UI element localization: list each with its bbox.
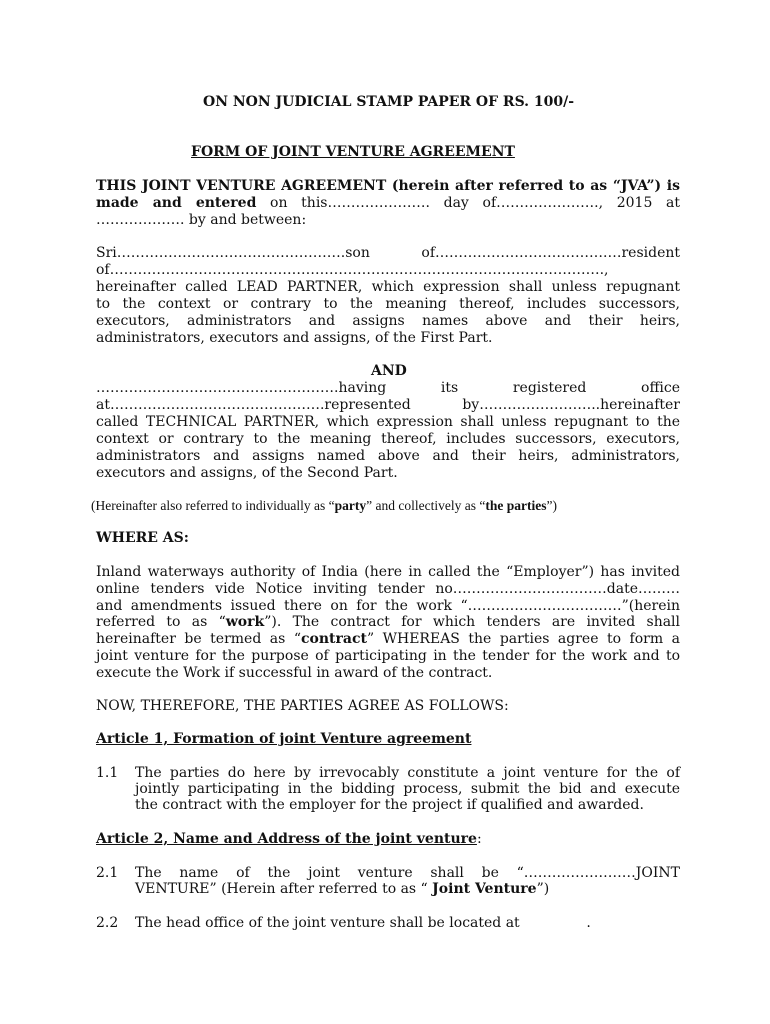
clause-2-1-line-2 bbox=[135, 881, 549, 898]
whereas-line-2: online tenders vide Notice inviting tender no……………………………date……… bbox=[96, 581, 680, 597]
hereinafter-clause bbox=[91, 497, 557, 514]
whereas-line-6: joint venture for the purpose of participating in the tender for the work and to bbox=[96, 648, 680, 664]
form-title: FORM OF JOINT VENTURE AGREEMENT bbox=[191, 144, 515, 160]
technical-partner-line-5: administrators and assigns named above and their heirs, administrators, bbox=[96, 448, 680, 464]
whereas-heading: WHERE AS: bbox=[96, 530, 189, 546]
lead-partner-line-6: administrators, executors and assigns, of the First Part. bbox=[96, 330, 493, 346]
intro-line-1: THIS JOINT VENTURE AGREEMENT (herein after referred to as “JVA”) is bbox=[96, 178, 680, 194]
clause-2-1-line-1: The name of the joint venture shall be “……………………JOINT bbox=[135, 865, 680, 881]
clause-2-2-text: The head office of the joint venture shall be located at . bbox=[135, 915, 591, 931]
term-contract: contract bbox=[301, 631, 367, 647]
intro-date-text: on this…………………. day of…………………., 2015 at bbox=[256, 195, 681, 211]
article-1-heading: Article 1, Formation of joint Venture agreement bbox=[96, 731, 472, 747]
lead-partner-line-3: hereinafter called LEAD PARTNER, which expression shall unless repugnant bbox=[96, 279, 680, 295]
whereas-l4-post: ”). The contract for which tenders are invited shall bbox=[264, 614, 681, 630]
whereas-line-5 bbox=[96, 631, 680, 648]
and-label: AND bbox=[371, 363, 407, 379]
hereinafter-post: ”) bbox=[546, 498, 557, 513]
intro-line-3: ………………. by and between: bbox=[96, 212, 307, 228]
technical-partner-line-1: …………………………………………….having its registered office bbox=[96, 380, 680, 396]
term-the-parties: the parties bbox=[485, 498, 547, 513]
technical-partner-line-4: context or contrary to the meaning thereof, includes successors, executors, bbox=[96, 431, 680, 447]
clause-1-1-line-3: the contract with the employer for the project if qualified and awarded. bbox=[135, 797, 644, 813]
article-2-heading: Article 2, Name and Address of the joint venture bbox=[96, 831, 477, 847]
whereas-line-1: Inland waterways authority of India (here in called the “Employer”) has invited bbox=[96, 564, 680, 580]
clause-2-2-number: 2.2 bbox=[96, 915, 119, 931]
lead-partner-line-2: of……………………………………………………………………………………………., bbox=[96, 262, 609, 278]
lead-partner-line-4: to the context or contrary to the meaning thereof, includes successors, bbox=[96, 296, 680, 312]
whereas-l5-post: ” WHEREAS the parties agree to form a bbox=[366, 631, 680, 647]
technical-partner-line-2: at……………………………………….represented by……………………..hereinafter bbox=[96, 397, 680, 413]
clause-1-1-line-1: The parties do here by irrevocably constitute a joint venture for the of bbox=[135, 765, 680, 781]
lead-partner-line-5: executors, administrators and assigns names above and their heirs, bbox=[96, 313, 680, 329]
whereas-line-7: execute the Work if successful in award of the contract. bbox=[96, 665, 493, 681]
whereas-line-4 bbox=[96, 614, 680, 631]
hereinafter-mid: ” and collectively as “ bbox=[366, 498, 486, 513]
technical-partner-line-6: executors and assigns, of the Second Part. bbox=[96, 465, 398, 481]
article-2-heading-line bbox=[96, 831, 482, 848]
clause-1-1-number: 1.1 bbox=[96, 765, 119, 781]
clause-1-1-line-2: jointly participating in the bidding process, submit the bid and execute bbox=[135, 781, 680, 797]
term-joint-venture: Joint Venture bbox=[432, 881, 537, 897]
whereas-line-3: and amendments issued there on for the work “……………………………”(herein bbox=[96, 598, 680, 614]
intro-made-entered: made and entered bbox=[96, 195, 257, 211]
clause-2-1-l2-pre: VENTURE” (Herein after referred to as “ bbox=[135, 881, 433, 897]
hereinafter-pre: (Hereinafter also referred to individually as “ bbox=[91, 498, 335, 513]
stamp-paper-line: ON NON JUDICIAL STAMP PAPER OF RS. 100/- bbox=[203, 94, 575, 110]
now-therefore-line: NOW, THEREFORE, THE PARTIES AGREE AS FOLLOWS: bbox=[96, 698, 509, 714]
clause-2-1-l2-post: ”) bbox=[536, 881, 550, 897]
technical-partner-line-3: called TECHNICAL PARTNER, which expression shall unless repugnant to the bbox=[96, 414, 680, 430]
clause-2-1-number: 2.1 bbox=[96, 865, 119, 881]
term-work: work bbox=[225, 614, 265, 630]
lead-partner-line-1: Sri………………………………………….son of……………………………….…resident bbox=[96, 245, 680, 261]
article-2-heading-colon: : bbox=[476, 831, 482, 847]
intro-line-2 bbox=[96, 195, 680, 212]
term-party: party bbox=[334, 498, 367, 513]
whereas-l5-pre: hereinafter be termed as “ bbox=[96, 631, 301, 647]
whereas-l4-pre: referred to as “ bbox=[96, 614, 226, 630]
